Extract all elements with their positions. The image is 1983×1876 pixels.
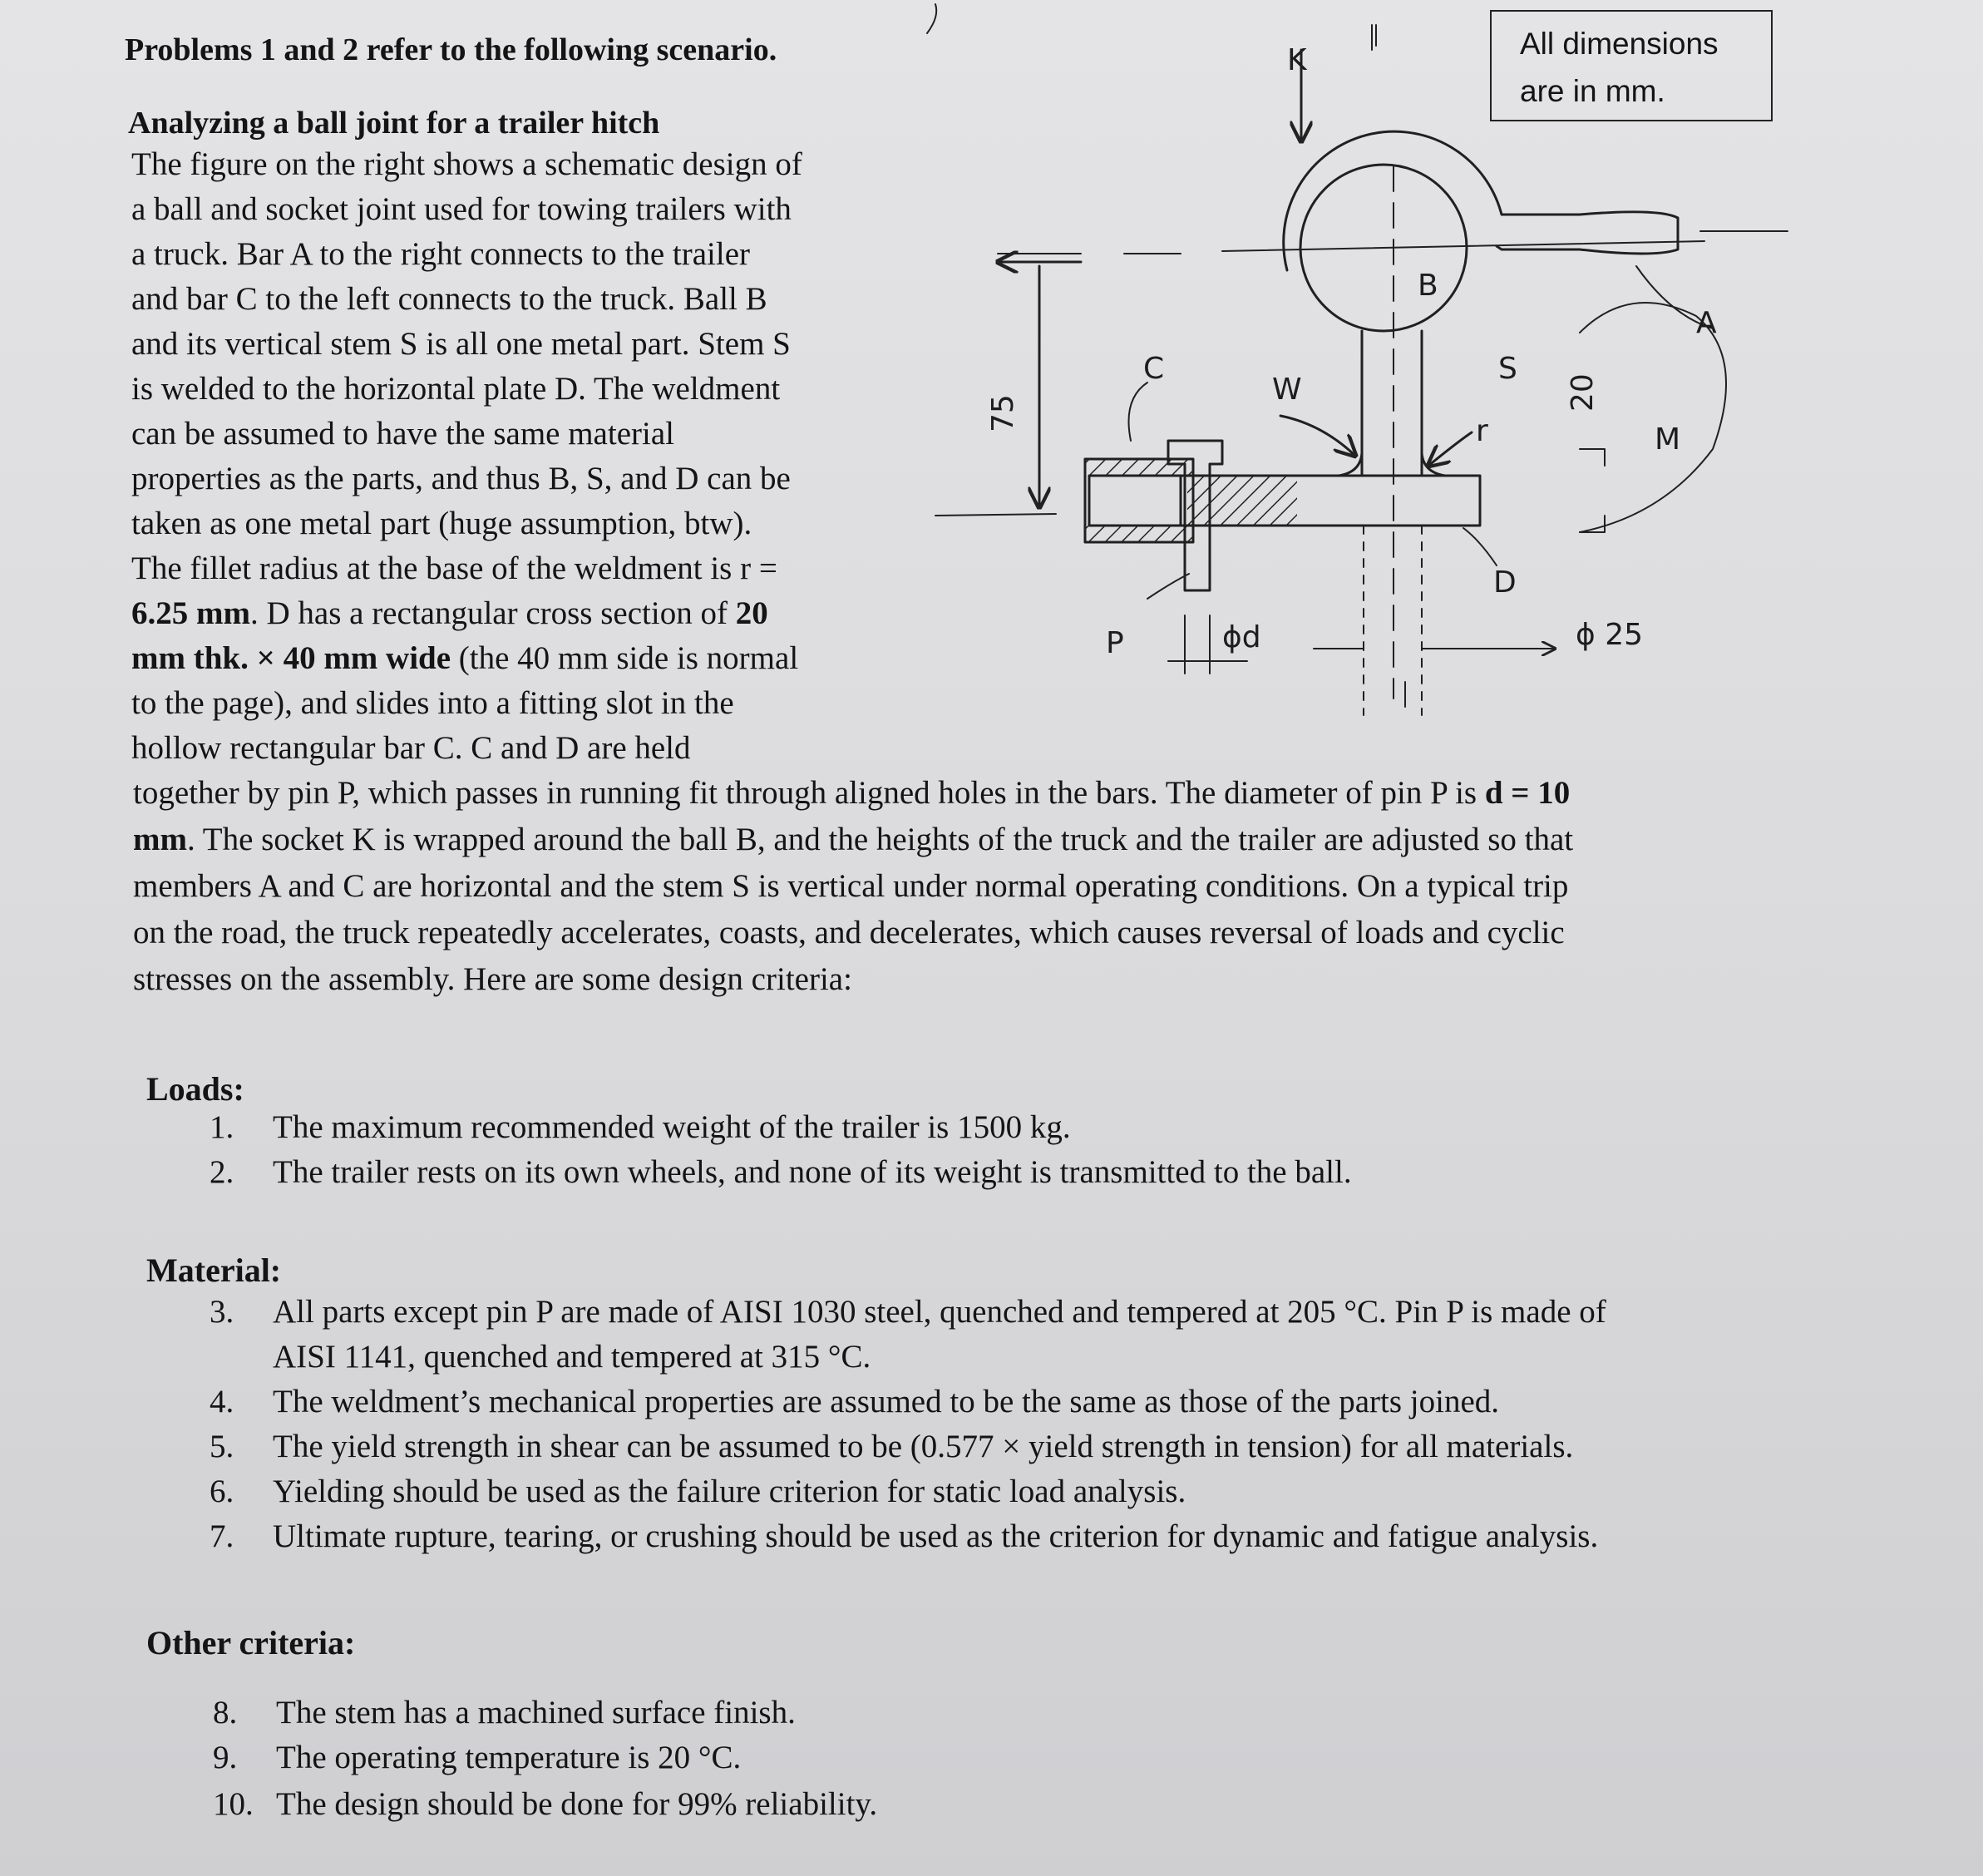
intro-line: is welded to the horizontal plate D. The weldment: [131, 371, 781, 407]
list-item: 5. The yield strength in shear can be assumed to be (0.577 × yield strength in tension) for all materials.: [210, 1429, 1574, 1464]
cross-section-value: mm thk. × 40 mm wide: [131, 640, 451, 676]
label-height-75: 75: [986, 394, 1020, 432]
list-item: 1. The maximum recommended weight of the trailer is 1500 kg.: [210, 1109, 1071, 1145]
intro-line: and bar C to the left connects to the truck. Ball B: [131, 281, 767, 317]
body-line: together by pin P, which passes in running fit through aligned holes in the bars. The diameter of pin P is d = 10: [133, 775, 1571, 811]
list-item: 3. All parts except pin P are made of AISI 1030 steel, quenched and tempered at 205 °C. Pin P is made of: [210, 1294, 1606, 1330]
label-c: C: [1143, 352, 1165, 386]
body-line: mm. The socket K is wrapped around the ball B, and the heights of the truck and the trailer are adjusted so that: [133, 822, 1574, 857]
other-criteria-title: Other criteria:: [146, 1624, 356, 1661]
label-pin-diameter: ϕd: [1222, 620, 1261, 654]
intro-line: taken as one metal part (huge assumption, btw).: [131, 506, 752, 541]
list-item: 8. The stem has a machined surface finish.: [213, 1695, 796, 1730]
label-k: K: [1287, 43, 1307, 77]
dimensions-note-line: All dimensions: [1520, 27, 1719, 61]
label-stem-diameter: ϕ 25: [1576, 618, 1643, 652]
intro-line: properties as the parts, and thus B, S, and D can be: [131, 461, 791, 496]
intro-line: to the page), and slides into a fitting slot in the: [131, 685, 734, 721]
intro-line-section: mm thk. × 40 mm wide (the 40 mm side is normal: [131, 640, 799, 676]
label-m: M: [1655, 422, 1681, 457]
intro-line: a truck. Bar A to the right connects to the trailer: [131, 236, 751, 272]
stem-s: [1362, 331, 1422, 476]
label-p: P: [1106, 626, 1124, 660]
intro-line: can be assumed to have the same material: [131, 416, 674, 452]
intro-line: and its vertical stem S is all one metal part. Stem S: [131, 326, 791, 362]
label-s: S: [1498, 352, 1517, 386]
section-subheading: Analyzing a ball joint for a trailer hitch: [128, 106, 660, 141]
body-line: on the road, the truck repeatedly accelerates, coasts, and decelerates, which causes reversal of loads and cyclic: [133, 915, 1565, 950]
list-item: 4. The weldment’s mechanical properties are assumed to be the same as those of the parts joined.: [210, 1384, 1500, 1419]
label-a: A: [1696, 306, 1717, 340]
list-item: 9. The operating temperature is 20 °C.: [213, 1740, 742, 1775]
intro-line-r: 6.25 mm. D has a rectangular cross section of 20: [131, 595, 768, 631]
label-b: B: [1418, 269, 1438, 303]
loads-title: Loads:: [146, 1070, 244, 1108]
list-item-continuation: AISI 1141, quenched and tempered at 315 °C.: [273, 1339, 871, 1375]
intro-line: a ball and socket joint used for towing trailers with: [131, 191, 792, 227]
problem-heading: Problems 1 and 2 refer to the following scenario.: [125, 32, 777, 67]
label-r: r: [1476, 414, 1488, 448]
label-plate-20: 20: [1566, 373, 1600, 412]
list-item: 2. The trailer rests on its own wheels, and none of its weight is transmitted to the ball.: [210, 1154, 1352, 1190]
label-d: D: [1493, 565, 1517, 600]
intro-line: hollow rectangular bar C. C and D are held: [131, 730, 691, 766]
material-title: Material:: [146, 1251, 282, 1289]
fillet-radius-value: 6.25 mm: [131, 595, 250, 631]
dimensions-note-line: are in mm.: [1520, 74, 1665, 108]
list-item: 10. The design should be done for 99% reliability.: [213, 1786, 878, 1822]
pin-diameter-value: d = 10: [1484, 775, 1571, 811]
intro-line: The fillet radius at the base of the weldment is r =: [131, 550, 777, 586]
body-line: stresses on the assembly. Here are some design criteria:: [133, 961, 852, 997]
label-w: W: [1272, 373, 1302, 407]
list-item: 6. Yielding should be used as the failure criterion for static load analysis.: [210, 1474, 1186, 1509]
list-item: 7. Ultimate rupture, tearing, or crushing should be used as the criterion for dynamic and fatigue analysis.: [210, 1518, 1599, 1554]
body-line: members A and C are horizontal and the stem S is vertical under normal operating conditions. On a typical trip: [133, 868, 1569, 904]
intro-line: The figure on the right shows a schematic design of: [131, 146, 802, 182]
